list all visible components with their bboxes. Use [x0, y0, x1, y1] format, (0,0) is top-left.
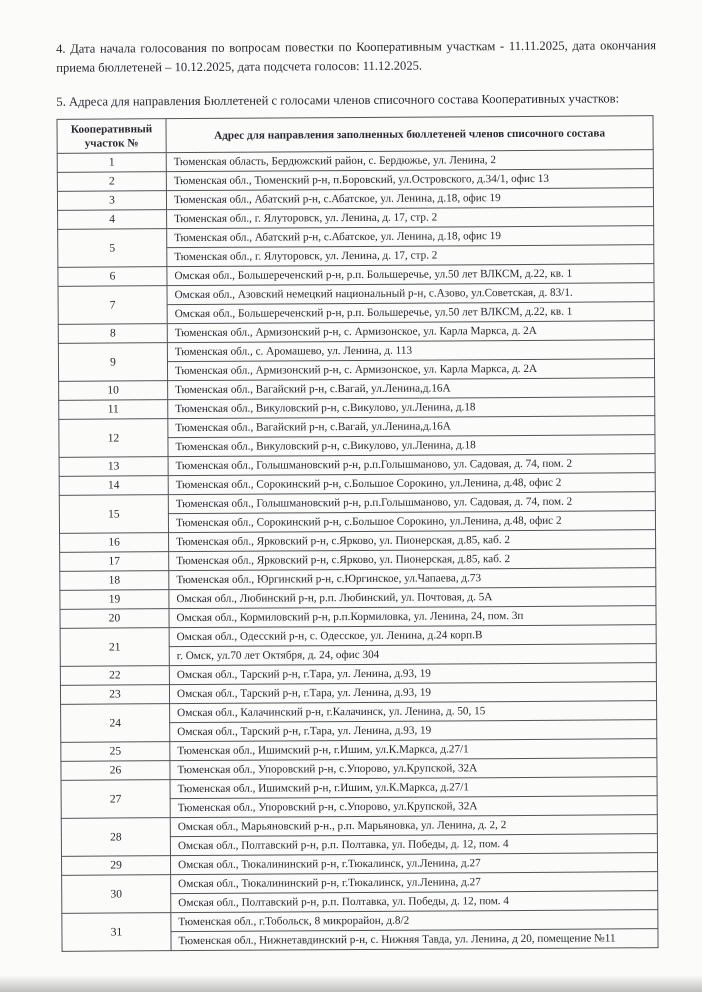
- participant-number-cell: 10: [59, 381, 168, 401]
- address-cell: Омская обл., Тарский р-н, г.Тара, ул. Ленина, д.93, 19: [169, 663, 656, 685]
- address-cell: Омская обл., Тюкалининский р-н, г.Тюкалинск, ул.Ленина, д.27: [170, 853, 657, 875]
- paragraph-addresses-intro: 5. Адреса для направления Бюллетеней с голосами членов списочного состава Кооперативных участков:: [56, 91, 620, 109]
- address-cell: Тюменская обл., Абатский р-н, с.Абатское, ул. Ленина, д.18, офис 19: [166, 188, 653, 210]
- address-table-header: [57, 116, 653, 154]
- address-cell: Омская обл., Марьяновский р-н., р.п. Марьяновка, ул. Ленина, д. 2, 2: [170, 815, 657, 837]
- participant-number-cell: 1: [57, 153, 166, 173]
- participant-number-cell: 11: [59, 400, 168, 420]
- address-cell: Тюменская обл., Ярковский р-н, с.Ярково, ул. Пионерская, д.85, каб. 2: [169, 549, 656, 571]
- address-cell: Тюменская обл., Сорокинский р-н, с.Большое Сорокино, ул.Ленина, д.48, офис 2: [168, 473, 655, 495]
- participant-number-cell: 24: [61, 704, 170, 743]
- address-cell: Омская обл., Кормиловский р-н, р.п.Кормиловка, ул. Ленина, 24, пом. 3п: [169, 606, 656, 628]
- address-cell: Тюменская обл., Упоровский р-н, с.Упорово, ул.Крупской, 32А: [170, 796, 657, 818]
- address-cell: Тюменская обл., Вагайский р-н, с.Вагай, ул.Ленина,д.16А: [168, 378, 655, 400]
- address-cell: Омская обл., Одесский р-н, с. Одесское, ул. Ленина, д.24 корп.В: [169, 625, 656, 647]
- address-cell: Тюменская обл., Голышмановский р-н, р.п.Голышманово, ул. Садовая, д. 74, пом. 2: [168, 454, 655, 476]
- participant-number-cell: 13: [59, 457, 168, 477]
- address-table: [56, 115, 658, 952]
- participant-number-cell: 12: [59, 419, 168, 458]
- address-cell: Омская обл., Тюкалининский р-н, г.Тюкалинск, ул.Ленина, д.27: [171, 872, 658, 894]
- header-participant-number: Кооперативный участок №: [57, 119, 166, 154]
- participant-number-cell: 4: [58, 210, 167, 230]
- header-row: [57, 116, 653, 154]
- address-cell: Тюменская обл., Абатский р-н, с.Абатское, ул. Ленина, д.18, офис 19: [167, 226, 654, 248]
- address-cell: Омская обл., Большереченский р-н, р.п. Большеречье, ул.50 лет ВЛКСМ, д.22, кв. 1: [167, 264, 654, 286]
- address-cell: Тюменская обл., Голышмановский р-н, р.п.Голышманово, ул. Садовая, д. 74, пом. 2: [168, 492, 655, 514]
- address-cell: г. Омск, ул.70 лет Октября, д. 24, офис 304: [169, 644, 656, 666]
- address-cell: Омская обл., Тарский р-н, г.Тара, ул. Ленина, д.93, 19: [169, 682, 656, 704]
- address-cell: Омская обл., Калачинский р-н, г.Калачинск, ул. Ленина, д. 50, 15: [170, 701, 657, 723]
- participant-number-cell: 6: [58, 267, 167, 287]
- participant-number-cell: 28: [61, 818, 170, 857]
- address-cell: Омская обл., Любинский р-н, р.п. Любинский, ул. Почтовая, д. 5А: [169, 587, 656, 609]
- address-cell: Тюменская обл., Сорокинский р-н, с.Большое Сорокино, ул.Ленина, д.48, офис 2: [168, 511, 655, 533]
- address-cell: Тюменская обл., г. Ялуторовск, ул. Ленина, д. 17, стр. 2: [167, 207, 654, 229]
- participant-number-cell: 3: [57, 191, 166, 211]
- address-cell: Тюменская обл., Викуловский р-н, с.Викулово, ул.Ленина, д.18: [168, 435, 655, 457]
- address-cell: Тюменская обл., Ярковский р-н, с.Ярково, ул. Пионерская, д.85, каб. 2: [169, 530, 656, 552]
- participant-number-cell: 14: [59, 476, 168, 496]
- participant-number-cell: 17: [60, 552, 169, 572]
- participant-number-cell: 29: [61, 856, 170, 876]
- participant-number-cell: 19: [60, 590, 169, 610]
- address-cell: Тюменская обл., г. Ялуторовск, ул. Ленина, д. 17, стр. 2: [167, 245, 654, 267]
- participant-number-cell: 30: [62, 875, 171, 914]
- address-cell: Тюменская обл., Юргинский р-н, с.Юргинское, ул.Чапаева, д.73: [169, 568, 656, 590]
- participant-number-cell: 16: [60, 533, 169, 553]
- address-cell: Омская обл., Большереченский р-н, р.п. Большеречье, ул.50 лет ВЛКСМ, д.22, кв. 1: [167, 302, 654, 324]
- participant-number-cell: 26: [61, 761, 170, 781]
- address-cell: Тюменская область, Бердюжский район, с. Бердюжье, ул. Ленина, 2: [166, 150, 653, 172]
- participant-number-cell: 15: [59, 495, 168, 534]
- participant-number-cell: 27: [61, 780, 170, 819]
- participant-number-cell: 20: [60, 609, 169, 629]
- paragraph-voting-dates: 4. Дата начала голосования по вопросам повестки по Кооперативным участкам - 11.11.2025, дата окончания приема бюллетеней – 10.12.2025, дата подсчета голосов: 11.12.2025.: [56, 38, 657, 75]
- participant-number-cell: 21: [60, 628, 169, 667]
- address-cell: Тюменская обл., Упоровский р-н, с.Упорово, ул.Крупской, 32А: [170, 758, 657, 780]
- participant-number-cell: 2: [57, 172, 166, 192]
- address-cell: Тюменская обл., Армизонский р-н, с. Армизонское, ул. Карла Маркса, д. 2А: [167, 359, 654, 381]
- participant-number-cell: 25: [61, 742, 170, 762]
- address-cell: Тюменская обл., Ишимский р-н, г.Ишим, ул.К.Маркса, д.27/1: [170, 739, 657, 761]
- address-cell: Тюменская обл., с. Аромашево, ул. Ленина, д. 113: [167, 340, 654, 362]
- address-cell: Омская обл., Полтавский р-н, р.п. Полтавка, ул. Победы, д. 12, пом. 4: [171, 891, 658, 913]
- address-cell: Тюменская обл., Тюменский р-н, п.Боровский, ул.Островского, д.34/1, офис 13: [166, 169, 653, 191]
- address-cell: Тюменская обл., Вагайский р-н, с.Вагай, ул.Ленина,д.16А: [168, 416, 655, 438]
- address-cell: Омская обл., Азовский немецкий национальный р-н, с.Азово, ул.Советская, д. 83/1.: [167, 283, 654, 305]
- participant-number-cell: 7: [58, 286, 167, 325]
- address-cell: Тюменская обл., г.Тобольск, 8 микрорайон, д.8/2: [171, 910, 658, 932]
- address-cell: Тюменская обл., Нижнетавдинский р-н, с. Нижняя Тавда, ул. Ленина, д 20, помещение №11: [171, 929, 658, 951]
- participant-number-cell: 9: [58, 343, 167, 382]
- participant-number-cell: 31: [62, 913, 171, 952]
- participant-number-cell: 22: [60, 666, 169, 686]
- document-content: [56, 36, 662, 952]
- address-cell: Омская обл., Полтавский р-н, р.п. Полтавка, ул. Победы, д. 12, пом. 4: [170, 834, 657, 856]
- participant-number-cell: 18: [60, 571, 169, 591]
- address-cell: Омская обл., Тарский р-н, г.Тара, ул. Ленина, д.93, 19: [170, 720, 657, 742]
- participant-number-cell: 5: [58, 229, 167, 268]
- address-cell: Тюменская обл., Армизонский р-н, с. Армизонское, ул. Карла Маркса, д. 2А: [167, 321, 654, 343]
- address-cell: Тюменская обл., Викуловский р-н, с.Викулово, ул.Ленина, д.18: [168, 397, 655, 419]
- header-address: Адрес для направления заполненных бюллетеней членов списочного состава: [166, 116, 653, 153]
- address-cell: Тюменская обл., Ишимский р-н, г.Ишим, ул.К.Маркса, д.27/1: [170, 777, 657, 799]
- scanner-edge-shadow: [0, 975, 702, 992]
- participant-number-cell: 8: [58, 324, 167, 344]
- address-table-body: [57, 150, 658, 952]
- participant-number-cell: 23: [60, 685, 169, 705]
